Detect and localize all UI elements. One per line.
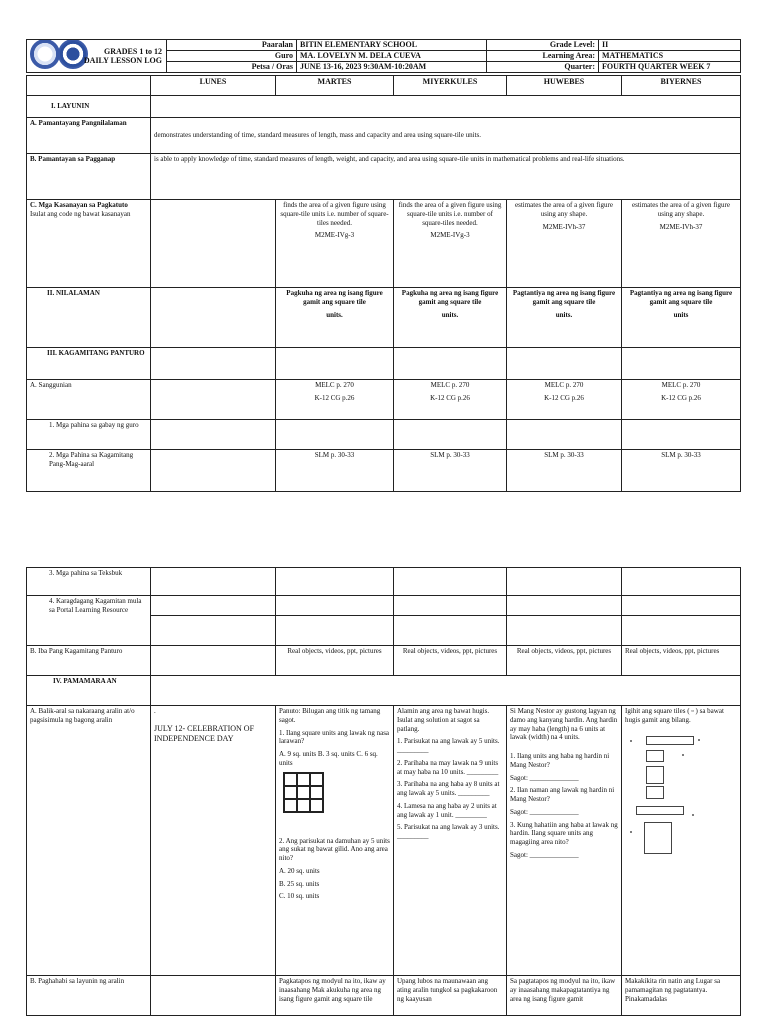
nilalaman-tue-units: units.	[326, 310, 343, 319]
wed-q2: 2. Parihaba na may lawak na 9 units at may haba na 10 units. _________	[397, 758, 499, 776]
grades-label: GRADES 1 to 12	[103, 47, 162, 56]
k12-wed: K-12 CG p.26	[430, 393, 470, 402]
nilalaman-wed-text: Pagkuha ng area ng isang figure gamit ang square tile	[401, 289, 499, 306]
gabay-guro-label: 1. Mga pahina sa gabay ng guro	[27, 420, 151, 450]
doc-title: DAILY LESSON LOG	[83, 56, 162, 65]
pamantayan-sa-pagganap-label: B. Pamantayan sa Pagganap	[27, 154, 151, 200]
kasanayan-wed	[394, 200, 507, 288]
kasanayan-fri	[622, 200, 741, 288]
tue-panuto: Panuto: Bilugan ang titik ng tamang sagot.	[279, 707, 381, 724]
day-huwebes: HUWEBES	[507, 76, 622, 96]
paghahabi-wed: Upang lubos na maunawaan ang ating aralin tungkol sa pagkakaroon ng kaayusan	[394, 976, 507, 1016]
nilalaman-wed-units: units.	[441, 310, 459, 319]
kasanayan-wed-code: M2ME-IVg-3	[430, 231, 470, 240]
nilalaman-tue-text: Pagkuha ng area ng isang figure gamit ang square tile	[286, 289, 383, 306]
melc-thu: MELC p. 270	[544, 381, 584, 389]
wed-q1: 1. Parisukat na ang lawak ay 5 units. _________	[397, 737, 500, 754]
kasanayan-fri-code: M2ME-IVh-37	[659, 222, 703, 231]
nilalaman-thu	[507, 288, 622, 348]
school-label: Paaralan	[167, 40, 297, 51]
header-title-cell	[27, 40, 167, 73]
melc-fri: MELC p. 270	[661, 381, 701, 389]
fri-instruction: Igihit ang square tiles ( ▫ ) sa bawat hugis gamit ang bilang.	[625, 707, 724, 724]
kasanayan-sub: Isulat ang code ng bawat kasanayan	[30, 209, 131, 218]
day-martes: MARTES	[276, 76, 394, 96]
pamantayan-sa-pagganap-text: is able to apply knowledge of time, standard measures of length, weight, and capacity, and area using square-tile units in mathematical problems and real-life situations.	[151, 154, 741, 200]
kagamitan-title: III. KAGAMITANG PANTURO	[27, 348, 151, 380]
slm-wed: SLM p. 30-33	[394, 450, 507, 492]
kasanayan-label: C. Mga Kasanayan sa Pagkatuto	[30, 201, 128, 209]
teksbuk-label: 3. Mga pahina sa Teksbuk	[27, 568, 151, 596]
other-tue: Real objects, videos, ppt, pictures	[276, 646, 394, 676]
kasanayan-label-cell	[27, 200, 151, 288]
other-thu: Real objects, videos, ppt, pictures	[507, 646, 622, 676]
teacher-label: Guro	[167, 51, 297, 62]
kasanayan-tue-code: M2ME-IVg-3	[314, 231, 355, 240]
other-wed: Real objects, videos, ppt, pictures	[394, 646, 507, 676]
quarter-label: Quarter:	[487, 62, 599, 73]
nilalaman-thu-text: Pagtantiya ng area ng isang figure gamit ang square tile	[512, 289, 616, 306]
teacher-value: MA. LOVELYN M. DELA CUEVA	[297, 51, 487, 62]
k12-fri: K-12 CG p.26	[661, 393, 701, 402]
header-table	[26, 39, 741, 73]
thu-sagot-3: Sagot: ______________	[510, 850, 579, 859]
lesson-table-bottom	[26, 567, 741, 1016]
rectangle-shape-icon	[646, 736, 694, 745]
corner-cell	[27, 76, 151, 96]
small-box-shape-icon	[646, 786, 664, 799]
k12-tue: K-12 CG p.26	[314, 393, 355, 402]
pamamaraan-title: IV. PAMAMARA AN	[27, 676, 151, 706]
square-shape-icon	[646, 766, 664, 784]
balik-aral-fri	[622, 706, 741, 976]
thu-sagot-1: Sagot: ______________	[510, 773, 579, 782]
thu-problem: Si Mang Nestor ay gustong lagyan ng damo ang kanyang hardin. Ang hardin ay may haba (length) na 6 units at lawak (width) na 4 units.	[510, 707, 618, 742]
tue-q1-choices: A. 9 sq. units B. 3 sq. units C. 6 sq. units	[279, 750, 378, 767]
balik-aral-label: A. Balik-aral sa nakaraang aralin at/o pagsisimula ng bagong aralin	[27, 706, 151, 976]
tue-q1: 1. Ilang square units ang lawak ng nasa larawan?	[279, 728, 390, 746]
balik-aral-wed	[394, 706, 507, 976]
thu-q3: 3. Kung hahatiin ang haba at lawak ng hardin. Ilang square units ang magagiing area nito?	[510, 820, 618, 846]
kasanayan-thu	[507, 200, 622, 288]
kasanayan-tue	[276, 200, 394, 288]
nilalaman-wed	[394, 288, 507, 348]
paghahabi-thu: Sa pagtatapos ng modyul na ito, ikaw ay inaasahang makapagtatantiya ng area ng isang figure gamit	[507, 976, 622, 1016]
thu-q2: 2. Ilan naman ang lawak ng hardin ni Mang Nestor?	[510, 786, 615, 803]
nilalaman-thu-units: units.	[555, 310, 573, 319]
thu-sagot-2: Sagot: ______________	[510, 807, 579, 816]
nilalaman-fri-units: units	[673, 310, 689, 319]
grade-value: II	[599, 40, 741, 51]
day-biyernes: BIYERNES	[622, 76, 741, 96]
portal-lr-label: 4. Karagdagang Kagamitan mula sa Portal Learning Resource	[27, 596, 151, 646]
mon-dot: .	[154, 707, 156, 715]
sanggunian-wed	[394, 380, 507, 420]
pamantayang-pangnilalaman-label: A. Pamantayang Pangnilalaman	[27, 118, 151, 154]
kasanayan-tue-text: finds the area of a given figure using square-tile units i.e. number of square-tiles needed.	[280, 201, 389, 227]
school-value: BITIN ELEMENTARY SCHOOL	[297, 40, 487, 51]
paghahabi-fri: Makakikita rin natin ang Lugar sa pamamagitan ng pagtatantya. Pinakamadalas	[622, 976, 741, 1016]
mon-holiday-text: JULY 12- CELEBRATION OF INDEPENDENCE DAY	[154, 723, 255, 743]
sanggunian-label: A. Sanggunian	[27, 380, 151, 420]
sanggunian-tue	[276, 380, 394, 420]
quarter-value: FOURTH QUARTER WEEK 7	[599, 62, 741, 73]
kasanayan-thu-code: M2ME-IVh-37	[542, 222, 586, 231]
other-fri: Real objects, videos, ppt, pictures	[622, 646, 741, 676]
nilalaman-tue	[276, 288, 394, 348]
dot-icon	[692, 814, 694, 816]
kasanayan-wed-text: finds the area of a given figure using square-tile units i.e. number of square-tiles needed.	[398, 201, 502, 227]
pamantayang-pangnilalaman-text: demonstrates understanding of time, standard measures of length, mass and capacity and area using square-tile units.	[151, 118, 741, 154]
square-tile-grid-icon	[283, 772, 324, 813]
slm-thu: SLM p. 30-33	[507, 450, 622, 492]
wed-q5: 5. Parisukat na ang lawak ay 3 units. _________	[397, 823, 500, 840]
k12-thu: K-12 CG p.26	[544, 393, 584, 402]
dot-icon	[630, 740, 632, 742]
area-value: MATHEMATICS	[599, 51, 741, 62]
thu-q1: 1. Ilang units ang haba ng hardin ni Mang Nestor?	[510, 752, 610, 769]
melc-wed: MELC p. 270	[430, 381, 470, 389]
layunin-title: I. LAYUNIN	[27, 96, 151, 118]
small-rectangle-shape-icon	[646, 750, 664, 762]
nilalaman-fri	[622, 288, 741, 348]
long-rectangle-shape-icon	[636, 806, 684, 815]
paghahabi-tue: Pagkatapos ng modyul na ito, ikaw ay inaasahang Mak akukuha ng area ng isang figure gamit ang square tile	[276, 976, 394, 1016]
tall-rectangle-shape-icon	[644, 822, 672, 854]
lesson-table-top	[26, 75, 741, 492]
sanggunian-fri	[622, 380, 741, 420]
iba-pang-kagamitan-label: B. Iba Pang Kagamitang Panturo	[27, 646, 151, 676]
balik-aral-thu	[507, 706, 622, 976]
wed-q4: 4. Lamesa na ang haba ay 2 units at ang lawak ay 1 unit. _________	[397, 801, 497, 819]
slm-tue: SLM p. 30-33	[276, 450, 394, 492]
balik-aral-tue	[276, 706, 394, 976]
kasanayan-fri-text: estimates the area of a given figure using any shape.	[632, 201, 730, 218]
date-value: JUNE 13-16, 2023 9:30AM-10:20AM	[297, 62, 487, 73]
sanggunian-thu	[507, 380, 622, 420]
date-label: Petsa / Oras	[167, 62, 297, 73]
nilalaman-label: II. NILALAMAN	[27, 288, 151, 348]
tue-q2-a: A. 20 sq. units	[279, 866, 320, 875]
balik-aral-mon	[151, 706, 276, 976]
paghahabi-label: B. Paghahabi sa layunin ng aralin	[27, 976, 151, 1016]
area-label: Learning Area:	[487, 51, 599, 62]
tue-q2: 2. Ang parisukat na damuhan ay 5 units ang sukat ng bawat gilid. Ano ang area nito?	[279, 836, 390, 862]
tue-q2-b: B. 25 sq. units	[279, 879, 320, 888]
nilalaman-fri-text: Pagtantiya ng area ng isang figure gamit ang square tile	[629, 289, 733, 306]
kagamitang-mag-aaral-label: 2. Mga Pahina sa Kagamitang Pang-Mag-aaral	[27, 450, 151, 492]
melc-tue: MELC p. 270	[315, 381, 354, 389]
dot-icon	[630, 831, 632, 833]
day-lunes: LUNES	[151, 76, 276, 96]
wed-instruction: Alamin ang area ng bawat hugis. Isulat ang solution at sagot sa patlang.	[397, 707, 490, 733]
grade-label: Grade Level:	[487, 40, 599, 51]
dot-icon	[698, 739, 700, 741]
slm-fri: SLM p. 30-33	[622, 450, 741, 492]
day-miyerkules: MIYERKULES	[394, 76, 507, 96]
wed-q3: 3. Parihaba na ang haba ay 8 units at ang lawak ay 5 units. _________	[397, 780, 500, 797]
dot-icon	[682, 754, 684, 756]
tue-q2-c: C. 10 sq. units	[279, 892, 320, 901]
kasanayan-thu-text: estimates the area of a given figure using any shape.	[515, 201, 613, 218]
